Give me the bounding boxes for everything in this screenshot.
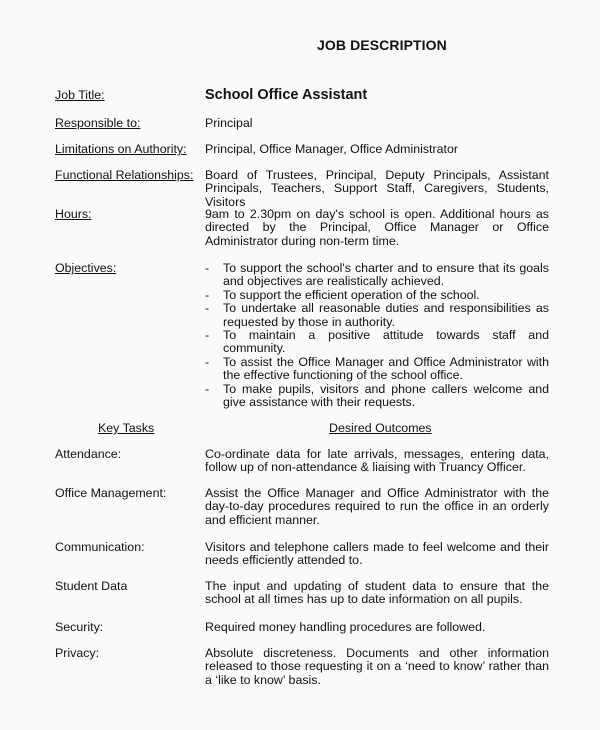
field-value: Principal, Office Manager, Office Administrator xyxy=(205,142,458,156)
dash-bullet-icon: - xyxy=(205,328,210,343)
objective-text: To assist the Office Manager and Office Administrator with the effective functioning of the school office. xyxy=(223,354,549,383)
field-value: Board of Trustees, Principal, Deputy Principals, Assistant Principals, Teachers, Support Staff, Caregivers, Students, Visitors xyxy=(205,168,549,209)
task-label: Attendance: xyxy=(55,447,122,461)
dash-bullet-icon: - xyxy=(205,301,210,316)
objective-item xyxy=(205,262,549,289)
objective-item xyxy=(205,289,549,302)
desired-outcomes-header: Desired Outcomes xyxy=(329,421,432,435)
task-label: Student Data xyxy=(55,579,128,593)
objective-item xyxy=(205,329,549,356)
field-label: Objectives: xyxy=(55,261,117,275)
task-outcome: Visitors and telephone callers made to feel welcome and their needs efficiently attended to. xyxy=(205,540,549,568)
field-label: Responsible to: xyxy=(55,116,141,130)
field-label: Job Title: xyxy=(55,88,105,102)
task-outcome: Required money handling procedures are followed. xyxy=(205,620,486,634)
task-outcome: The input and updating of student data to ensure that the school at all times has up to date information on all pupils. xyxy=(205,579,549,607)
objectives-list xyxy=(205,262,549,409)
task-outcome: Absolute discreteness. Documents and other information released to those requesting it on a ‘need to know’ rather than a ‘like to know’ basis. xyxy=(205,646,549,687)
objective-item xyxy=(205,356,549,383)
objective-item xyxy=(205,383,549,410)
field-value: Principal xyxy=(205,116,253,130)
task-outcome: Assist the Office Manager and Office Administrator with the day-to-day procedures required to run the office in an orderly and efficient manner. xyxy=(205,486,549,527)
objective-text: To support the efficient operation of the school. xyxy=(223,287,480,302)
task-label: Communication: xyxy=(55,540,145,554)
objective-text: To support the school's charter and to ensure that its goals and objectives are realistically achieved. xyxy=(223,261,549,289)
dash-bullet-icon: - xyxy=(205,354,210,369)
task-label: Security: xyxy=(55,620,104,634)
field-value: 9am to 2.30pm on day's school is open. Additional hours as directed by the Principal, Office Manager or Office Administrator during non-term time. xyxy=(205,207,549,248)
task-label: Privacy: xyxy=(55,646,100,660)
task-label: Office Management: xyxy=(55,486,167,500)
objective-text: To undertake all reasonable duties and responsibilities as requested by those in authority. xyxy=(223,301,549,329)
objective-text: To maintain a positive attitude towards staff and community. xyxy=(223,328,549,356)
document-title: JOB DESCRIPTION xyxy=(317,37,447,53)
objective-item xyxy=(205,302,549,329)
field-label: Limitations on Authority: xyxy=(55,142,187,156)
field-label: Functional Relationships: xyxy=(55,168,194,182)
task-outcome: Co-ordinate data for late arrivals, messages, entering data, follow up of non-attendance & liaising with Truancy Officer. xyxy=(205,447,549,475)
dash-bullet-icon: - xyxy=(205,381,210,396)
dash-bullet-icon: - xyxy=(205,261,210,275)
key-tasks-header: Key Tasks xyxy=(98,421,155,435)
objective-text: To make pupils, visitors and phone callers welcome and give assistance with their requests. xyxy=(223,381,549,410)
dash-bullet-icon: - xyxy=(205,287,210,302)
field-label: Hours: xyxy=(55,207,92,221)
job-title-value: School Office Assistant xyxy=(205,87,368,103)
